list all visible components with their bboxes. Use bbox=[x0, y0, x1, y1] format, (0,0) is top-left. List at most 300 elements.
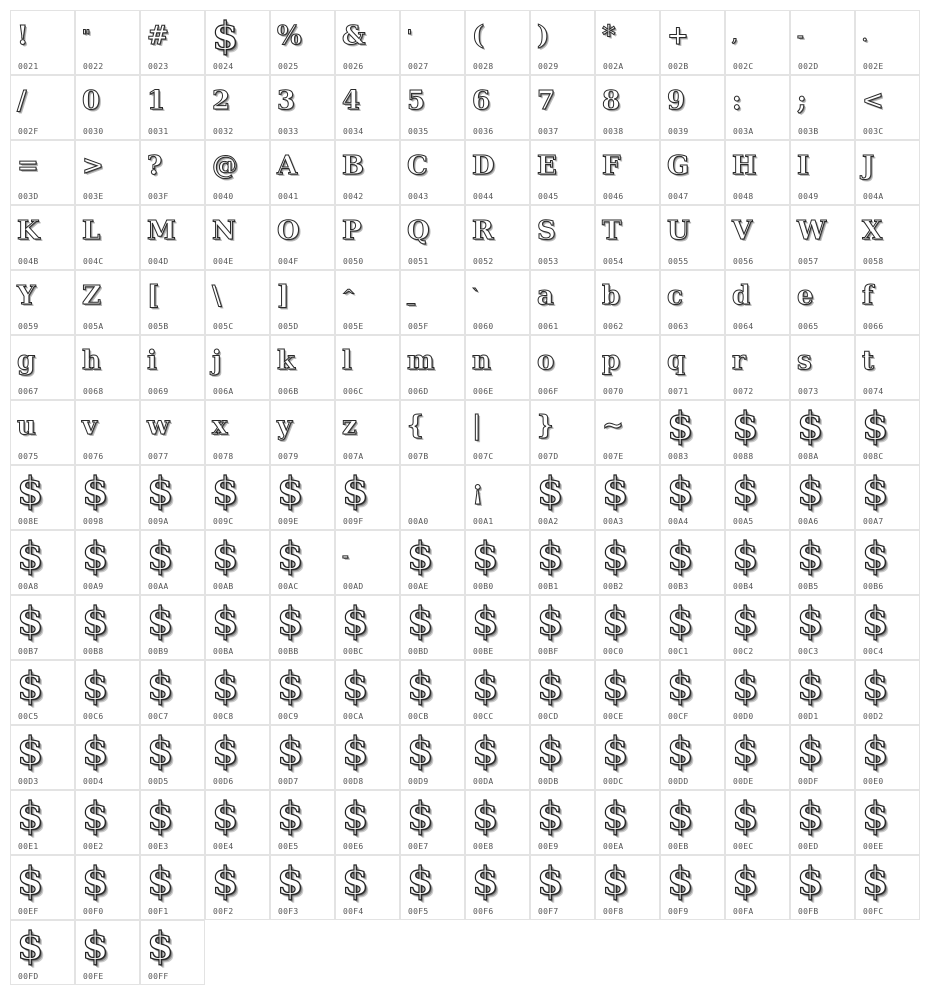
glyph-preview: - bbox=[342, 546, 349, 565]
glyph-codepoint-label: 00CB bbox=[408, 712, 429, 721]
glyph-preview: $ bbox=[667, 728, 694, 773]
glyph-cell bbox=[335, 75, 400, 140]
glyph-preview: : bbox=[732, 86, 742, 116]
glyph-preview: z bbox=[342, 411, 357, 441]
glyph-codepoint-label: 00A8 bbox=[18, 582, 39, 591]
glyph-cell bbox=[660, 660, 725, 725]
glyph-cell bbox=[140, 400, 205, 465]
glyph-preview: + bbox=[667, 21, 689, 51]
glyph-cell bbox=[400, 660, 465, 725]
glyph-codepoint-label: 00F5 bbox=[408, 907, 429, 916]
glyph-preview: ? bbox=[147, 151, 163, 181]
glyph-cell bbox=[595, 140, 660, 205]
glyph-preview: $ bbox=[732, 598, 759, 643]
glyph-codepoint-label: 00C7 bbox=[148, 712, 169, 721]
glyph-preview: N bbox=[212, 216, 236, 246]
glyph-preview: $ bbox=[407, 598, 434, 643]
glyph-codepoint-label: 0034 bbox=[343, 127, 364, 136]
glyph-codepoint-label: 004E bbox=[213, 257, 234, 266]
glyph-codepoint-label: 009F bbox=[343, 517, 364, 526]
glyph-codepoint-label: 005F bbox=[408, 322, 429, 331]
glyph-preview: $ bbox=[82, 858, 109, 903]
glyph-cell bbox=[140, 75, 205, 140]
glyph-codepoint-label: 00DC bbox=[603, 777, 624, 786]
glyph-cell bbox=[205, 725, 270, 790]
glyph-preview: W bbox=[797, 216, 827, 246]
glyph-codepoint-label: 00BF bbox=[538, 647, 559, 656]
glyph-preview: 0 bbox=[82, 86, 101, 116]
glyph-cell bbox=[75, 140, 140, 205]
glyph-codepoint-label: 0030 bbox=[83, 127, 104, 136]
glyph-preview: s bbox=[797, 346, 812, 376]
glyph-preview: $ bbox=[797, 663, 824, 708]
glyph-preview: $ bbox=[277, 663, 304, 708]
glyph-cell bbox=[725, 335, 790, 400]
glyph-cell bbox=[75, 790, 140, 855]
glyph-cell bbox=[75, 920, 140, 985]
glyph-cell bbox=[725, 530, 790, 595]
glyph-codepoint-label: 00E3 bbox=[148, 842, 169, 851]
glyph-preview: $ bbox=[342, 468, 369, 513]
glyph-preview: $ bbox=[17, 533, 44, 578]
glyph-preview: $ bbox=[17, 923, 44, 968]
glyph-cell bbox=[10, 75, 75, 140]
glyph-cell bbox=[335, 660, 400, 725]
glyph-preview: $ bbox=[147, 923, 174, 968]
glyph-codepoint-label: 00CE bbox=[603, 712, 624, 721]
glyph-codepoint-label: 004C bbox=[83, 257, 104, 266]
glyph-codepoint-label: 002B bbox=[668, 62, 689, 71]
glyph-cell bbox=[530, 855, 595, 920]
glyph-codepoint-label: 00EE bbox=[863, 842, 884, 851]
glyph-codepoint-label: 00B3 bbox=[668, 582, 689, 591]
glyph-codepoint-label: 002A bbox=[603, 62, 624, 71]
glyph-preview: $ bbox=[82, 663, 109, 708]
glyph-codepoint-label: 006A bbox=[213, 387, 234, 396]
glyph-codepoint-label: 00E8 bbox=[473, 842, 494, 851]
glyph-preview: $ bbox=[732, 533, 759, 578]
glyph-codepoint-label: 00A5 bbox=[733, 517, 754, 526]
glyph-preview: p bbox=[602, 346, 621, 376]
glyph-cell bbox=[205, 335, 270, 400]
glyph-cell bbox=[790, 400, 855, 465]
glyph-preview: $ bbox=[407, 663, 434, 708]
glyph-codepoint-label: 004B bbox=[18, 257, 39, 266]
glyph-cell bbox=[10, 855, 75, 920]
glyph-cell bbox=[855, 595, 920, 660]
glyph-codepoint-label: 009A bbox=[148, 517, 169, 526]
glyph-codepoint-label: 0059 bbox=[18, 322, 39, 331]
glyph-cell bbox=[270, 270, 335, 335]
glyph-codepoint-label: 00CA bbox=[343, 712, 364, 721]
glyph-cell bbox=[595, 75, 660, 140]
glyph-preview: $ bbox=[732, 793, 759, 838]
glyph-preview: $ bbox=[732, 663, 759, 708]
glyph-cell bbox=[400, 270, 465, 335]
glyph-codepoint-label: 0033 bbox=[278, 127, 299, 136]
glyph-codepoint-label: 00F8 bbox=[603, 907, 624, 916]
glyph-codepoint-label: 00DF bbox=[798, 777, 819, 786]
glyph-preview: $ bbox=[212, 728, 239, 773]
glyph-codepoint-label: 00BB bbox=[278, 647, 299, 656]
glyph-cell bbox=[270, 10, 335, 75]
glyph-cell bbox=[530, 205, 595, 270]
glyph-preview: 9 bbox=[667, 86, 686, 116]
glyph-preview: $ bbox=[82, 793, 109, 838]
glyph-preview: ¡ bbox=[472, 476, 484, 506]
glyph-cell bbox=[465, 595, 530, 660]
glyph-preview: $ bbox=[147, 793, 174, 838]
glyph-cell bbox=[205, 660, 270, 725]
glyph-cell bbox=[400, 790, 465, 855]
glyph-preview: $ bbox=[732, 858, 759, 903]
glyph-cell bbox=[10, 270, 75, 335]
glyph-preview: $ bbox=[82, 923, 109, 968]
glyph-preview: $ bbox=[797, 728, 824, 773]
glyph-preview: { bbox=[407, 411, 424, 441]
glyph-preview: r bbox=[732, 346, 746, 376]
glyph-preview: $ bbox=[17, 728, 44, 773]
glyph-cell bbox=[660, 270, 725, 335]
glyph-preview: < bbox=[862, 86, 884, 116]
glyph-preview: $ bbox=[862, 858, 889, 903]
glyph-cell bbox=[725, 855, 790, 920]
glyph-cell bbox=[530, 270, 595, 335]
glyph-codepoint-label: 0053 bbox=[538, 257, 559, 266]
glyph-cell bbox=[10, 920, 75, 985]
glyph-cell bbox=[75, 205, 140, 270]
glyph-codepoint-label: 0021 bbox=[18, 62, 39, 71]
glyph-cell bbox=[855, 855, 920, 920]
glyph-codepoint-label: 0043 bbox=[408, 192, 429, 201]
glyph-cell bbox=[790, 270, 855, 335]
glyph-preview: $ bbox=[537, 598, 564, 643]
glyph-cell bbox=[270, 660, 335, 725]
glyph-preview: $ bbox=[342, 598, 369, 643]
glyph-cell bbox=[465, 790, 530, 855]
glyph-cell bbox=[465, 660, 530, 725]
glyph-cell bbox=[660, 725, 725, 790]
glyph-codepoint-label: 00BD bbox=[408, 647, 429, 656]
glyph-codepoint-label: 0075 bbox=[18, 452, 39, 461]
glyph-preview: S bbox=[537, 216, 556, 246]
glyph-codepoint-label: 005D bbox=[278, 322, 299, 331]
glyph-cell bbox=[75, 595, 140, 660]
glyph-cell bbox=[465, 10, 530, 75]
glyph-cell bbox=[790, 660, 855, 725]
glyph-preview: $ bbox=[797, 598, 824, 643]
glyph-cell bbox=[790, 205, 855, 270]
glyph-codepoint-label: 0044 bbox=[473, 192, 494, 201]
glyph-preview: , bbox=[732, 26, 738, 45]
glyph-codepoint-label: 0032 bbox=[213, 127, 234, 136]
glyph-codepoint-label: 00C9 bbox=[278, 712, 299, 721]
glyph-preview: " bbox=[82, 26, 91, 45]
glyph-cell bbox=[530, 790, 595, 855]
glyph-codepoint-label: 00EC bbox=[733, 842, 754, 851]
glyph-preview: $ bbox=[277, 728, 304, 773]
glyph-cell bbox=[595, 725, 660, 790]
glyph-cell bbox=[595, 855, 660, 920]
glyph-codepoint-label: 007E bbox=[603, 452, 624, 461]
glyph-codepoint-label: 00C3 bbox=[798, 647, 819, 656]
glyph-codepoint-label: 0024 bbox=[213, 62, 234, 71]
glyph-preview: $ bbox=[667, 468, 694, 513]
glyph-codepoint-label: 005B bbox=[148, 322, 169, 331]
glyph-preview: $ bbox=[342, 663, 369, 708]
glyph-cell bbox=[725, 10, 790, 75]
glyph-cell bbox=[465, 465, 530, 530]
glyph-codepoint-label: 0078 bbox=[213, 452, 234, 461]
glyph-cell bbox=[270, 140, 335, 205]
glyph-cell bbox=[75, 10, 140, 75]
glyph-codepoint-label: 00F7 bbox=[538, 907, 559, 916]
glyph-preview: j bbox=[212, 346, 222, 376]
glyph-cell bbox=[270, 725, 335, 790]
glyph-codepoint-label: 00FF bbox=[148, 972, 169, 981]
glyph-codepoint-label: 003D bbox=[18, 192, 39, 201]
glyph-codepoint-label: 00B0 bbox=[473, 582, 494, 591]
glyph-cell bbox=[530, 400, 595, 465]
glyph-codepoint-label: 009C bbox=[213, 517, 234, 526]
glyph-cell bbox=[725, 725, 790, 790]
glyph-codepoint-label: 0060 bbox=[473, 322, 494, 331]
glyph-cell bbox=[335, 790, 400, 855]
glyph-codepoint-label: 0039 bbox=[668, 127, 689, 136]
glyph-preview: $ bbox=[212, 858, 239, 903]
glyph-cell bbox=[530, 660, 595, 725]
glyph-codepoint-label: 00C0 bbox=[603, 647, 624, 656]
glyph-cell bbox=[400, 465, 465, 530]
glyph-codepoint-label: 003E bbox=[83, 192, 104, 201]
glyph-cell bbox=[335, 335, 400, 400]
glyph-preview: ! bbox=[17, 21, 29, 51]
glyph-codepoint-label: 00D0 bbox=[733, 712, 754, 721]
glyph-codepoint-label: 00C6 bbox=[83, 712, 104, 721]
glyph-cell bbox=[725, 400, 790, 465]
glyph-cell bbox=[75, 725, 140, 790]
glyph-preview: $ bbox=[17, 858, 44, 903]
glyph-cell bbox=[10, 465, 75, 530]
glyph-preview: $ bbox=[277, 858, 304, 903]
glyph-preview: $ bbox=[212, 793, 239, 838]
glyph-codepoint-label: 008E bbox=[18, 517, 39, 526]
glyph-preview: 8 bbox=[602, 86, 621, 116]
glyph-codepoint-label: 00F4 bbox=[343, 907, 364, 916]
glyph-codepoint-label: 0029 bbox=[538, 62, 559, 71]
glyph-preview: T bbox=[602, 216, 622, 246]
glyph-preview: $ bbox=[667, 663, 694, 708]
glyph-codepoint-label: 00CF bbox=[668, 712, 689, 721]
glyph-codepoint-label: 00EB bbox=[668, 842, 689, 851]
glyph-cell bbox=[790, 140, 855, 205]
glyph-codepoint-label: 009E bbox=[278, 517, 299, 526]
glyph-codepoint-label: 0038 bbox=[603, 127, 624, 136]
glyph-preview: 5 bbox=[407, 86, 426, 116]
glyph-codepoint-label: 005E bbox=[343, 322, 364, 331]
glyph-codepoint-label: 00C2 bbox=[733, 647, 754, 656]
glyph-preview: ; bbox=[797, 86, 807, 116]
glyph-cell bbox=[10, 595, 75, 660]
glyph-cell bbox=[465, 140, 530, 205]
glyph-preview: L bbox=[82, 216, 101, 246]
glyph-preview: e bbox=[797, 281, 814, 311]
glyph-cell bbox=[530, 10, 595, 75]
glyph-preview: $ bbox=[82, 468, 109, 513]
glyph-codepoint-label: 007B bbox=[408, 452, 429, 461]
glyph-cell bbox=[595, 205, 660, 270]
glyph-cell bbox=[270, 465, 335, 530]
glyph-cell bbox=[855, 660, 920, 725]
glyph-cell bbox=[530, 140, 595, 205]
glyph-codepoint-label: 0052 bbox=[473, 257, 494, 266]
glyph-preview: ^ bbox=[342, 286, 356, 305]
glyph-cell bbox=[205, 855, 270, 920]
glyph-preview: $ bbox=[212, 13, 239, 58]
glyph-cell bbox=[140, 10, 205, 75]
glyph-preview: $ bbox=[667, 533, 694, 578]
glyph-codepoint-label: 00C8 bbox=[213, 712, 234, 721]
glyph-cell bbox=[530, 75, 595, 140]
glyph-preview: 4 bbox=[342, 86, 361, 116]
glyph-cell bbox=[855, 205, 920, 270]
glyph-cell bbox=[10, 205, 75, 270]
glyph-preview: $ bbox=[82, 533, 109, 578]
glyph-cell bbox=[790, 75, 855, 140]
glyph-preview: R bbox=[472, 216, 494, 246]
glyph-preview: U bbox=[667, 216, 690, 246]
glyph-cell bbox=[660, 595, 725, 660]
glyph-codepoint-label: 0023 bbox=[148, 62, 169, 71]
glyph-codepoint-label: 00AA bbox=[148, 582, 169, 591]
glyph-cell bbox=[400, 855, 465, 920]
glyph-preview: - bbox=[797, 26, 804, 45]
glyph-codepoint-label: 003B bbox=[798, 127, 819, 136]
glyph-preview: $ bbox=[862, 468, 889, 513]
glyph-preview: * bbox=[602, 21, 616, 51]
glyph-cell bbox=[400, 725, 465, 790]
glyph-cell bbox=[205, 75, 270, 140]
glyph-codepoint-label: 00FC bbox=[863, 907, 884, 916]
glyph-cell bbox=[465, 75, 530, 140]
glyph-codepoint-label: 0063 bbox=[668, 322, 689, 331]
glyph-preview: $ bbox=[537, 728, 564, 773]
glyph-preview: $ bbox=[797, 793, 824, 838]
glyph-preview: $ bbox=[667, 598, 694, 643]
glyph-preview: k bbox=[277, 346, 296, 376]
glyph-preview: \ bbox=[212, 281, 222, 311]
glyph-preview: v bbox=[82, 411, 98, 441]
glyph-cell bbox=[660, 530, 725, 595]
glyph-cell bbox=[75, 855, 140, 920]
glyph-preview: $ bbox=[17, 598, 44, 643]
glyph-cell bbox=[400, 140, 465, 205]
glyph-codepoint-label: 0072 bbox=[733, 387, 754, 396]
glyph-cell bbox=[530, 595, 595, 660]
glyph-codepoint-label: 00D8 bbox=[343, 777, 364, 786]
glyph-cell bbox=[725, 660, 790, 725]
glyph-preview: $ bbox=[147, 468, 174, 513]
glyph-preview: h bbox=[82, 346, 101, 376]
glyph-cell bbox=[530, 465, 595, 530]
glyph-codepoint-label: 002E bbox=[863, 62, 884, 71]
glyph-codepoint-label: 00A0 bbox=[408, 517, 429, 526]
glyph-cell bbox=[75, 335, 140, 400]
glyph-preview: > bbox=[82, 151, 104, 181]
glyph-cell bbox=[465, 530, 530, 595]
glyph-codepoint-label: 0055 bbox=[668, 257, 689, 266]
glyph-cell bbox=[75, 465, 140, 530]
glyph-cell bbox=[595, 10, 660, 75]
glyph-cell bbox=[855, 270, 920, 335]
glyph-cell bbox=[725, 270, 790, 335]
glyph-preview: $ bbox=[277, 533, 304, 578]
glyph-cell bbox=[205, 140, 270, 205]
glyph-preview: $ bbox=[862, 598, 889, 643]
glyph-codepoint-label: 0061 bbox=[538, 322, 559, 331]
glyph-preview: a bbox=[537, 281, 554, 311]
glyph-cell bbox=[75, 400, 140, 465]
glyph-cell bbox=[400, 595, 465, 660]
glyph-cell bbox=[10, 660, 75, 725]
glyph-cell bbox=[725, 595, 790, 660]
glyph-codepoint-label: 00F1 bbox=[148, 907, 169, 916]
glyph-codepoint-label: 00BA bbox=[213, 647, 234, 656]
glyph-codepoint-label: 0048 bbox=[733, 192, 754, 201]
glyph-cell bbox=[400, 400, 465, 465]
glyph-codepoint-label: 006C bbox=[343, 387, 364, 396]
glyph-cell bbox=[75, 660, 140, 725]
glyph-preview: $ bbox=[277, 598, 304, 643]
glyph-preview: $ bbox=[862, 663, 889, 708]
glyph-codepoint-label: 00CD bbox=[538, 712, 559, 721]
glyph-preview: $ bbox=[472, 858, 499, 903]
glyph-codepoint-label: 0037 bbox=[538, 127, 559, 136]
glyph-preview: t bbox=[862, 346, 875, 376]
glyph-codepoint-label: 0079 bbox=[278, 452, 299, 461]
glyph-preview: $ bbox=[472, 598, 499, 643]
glyph-cell bbox=[10, 10, 75, 75]
glyph-cell bbox=[335, 530, 400, 595]
glyph-cell bbox=[855, 465, 920, 530]
glyph-preview: @ bbox=[212, 151, 238, 181]
glyph-preview: / bbox=[17, 86, 27, 116]
glyph-cell bbox=[335, 400, 400, 465]
glyph-preview: 1 bbox=[147, 86, 166, 116]
glyph-codepoint-label: 008A bbox=[798, 452, 819, 461]
glyph-preview: $ bbox=[667, 403, 694, 448]
glyph-codepoint-label: 0056 bbox=[733, 257, 754, 266]
glyph-cell bbox=[465, 270, 530, 335]
glyph-preview: % bbox=[277, 21, 302, 51]
glyph-cell bbox=[595, 270, 660, 335]
glyph-cell bbox=[205, 400, 270, 465]
glyph-cell bbox=[595, 335, 660, 400]
glyph-preview: F bbox=[602, 151, 621, 181]
glyph-preview: m bbox=[407, 346, 435, 376]
glyph-preview: $ bbox=[277, 793, 304, 838]
glyph-codepoint-label: 00FB bbox=[798, 907, 819, 916]
glyph-preview: $ bbox=[17, 468, 44, 513]
glyph-cell bbox=[790, 530, 855, 595]
glyph-codepoint-label: 00E6 bbox=[343, 842, 364, 851]
glyph-preview: $ bbox=[147, 533, 174, 578]
glyph-codepoint-label: 00EF bbox=[18, 907, 39, 916]
glyph-preview: l bbox=[342, 346, 352, 376]
glyph-preview: $ bbox=[147, 598, 174, 643]
glyph-codepoint-label: 008C bbox=[863, 452, 884, 461]
glyph-codepoint-label: 00D9 bbox=[408, 777, 429, 786]
